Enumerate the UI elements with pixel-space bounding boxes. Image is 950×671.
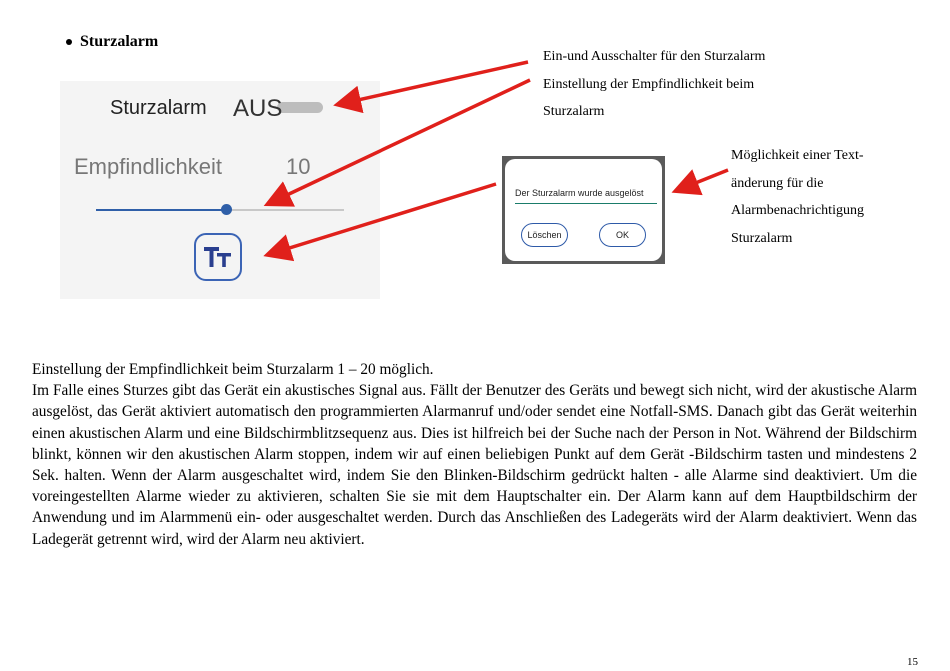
fall-alarm-toggle-label: Sturzalarm bbox=[110, 97, 207, 119]
delete-button[interactable]: Löschen bbox=[521, 223, 568, 247]
sensitivity-label: Empfindlichkeit bbox=[74, 154, 222, 179]
body-paragraph: Im Falle eines Sturzes gibt das Gerät ein akustisches Signal aus. Fällt der Benutzer des Geräts und bewegt sich nicht, wird der akustische Alarm ausgelöst, das Gerät aktiviert automatisch den programmierten Alarmanruf und/oder sendet eine Notfall-SMS. Danach gibt das Gerät weiterhin einen akustischen Alarm und eine Bildschirmblitzsequenz aus. Dies ist hilfreich bei der Suche nach der Person in Not. Während der Bildschirm blinkt, können wir den akustischen Alarm stoppen, indem wir auf einen beliebigen Punkt auf dem Gerät -Bildschirm tasten und mindestens 2 Sek. halten. Wenn der Alarm ausgeschaltet wird, indem Sie den Blinken-Bildschirm gedrückt halten - alle Alarme sind deaktiviert. Um die voreingestellten Alarme wieder zu aktivieren, schalten Sie sie mit dem Hauptschalter ein. Der Alarm kann auf dem Hauptbildschirm der Anwendung und im Alarmmenü ein- oder ausgeschaltet werden. Durch das Anschließen des Ladegeräts wird der Alarm deaktiviert. Wenn das Ladegerät getrennt wird, wird der Alarm neu aktiviert. bbox=[32, 382, 917, 548]
annotation-text-line1: Möglichkeit einer Text- bbox=[731, 148, 864, 163]
annotation-text-line2: änderung für die bbox=[731, 175, 824, 191]
arrow-to-text-button bbox=[270, 184, 496, 254]
annotation-sensitivity-line1: Einstellung der Empfindlichkeit beim bbox=[543, 76, 755, 92]
body-text bbox=[32, 359, 917, 550]
arrow-to-toggle bbox=[340, 62, 528, 104]
ok-button[interactable]: OK bbox=[599, 223, 646, 247]
fall-alarm-toggle-state: AUS bbox=[233, 95, 283, 122]
section-heading-text: Sturzalarm bbox=[80, 33, 159, 50]
sensitivity-value: 10 bbox=[286, 154, 311, 179]
annotation-toggle-text: Ein-und Ausschalter für den Sturzalarm bbox=[543, 49, 766, 64]
annotation-text-line4: Sturzalarm bbox=[731, 230, 793, 246]
body-intro-line: Einstellung der Empfindlichkeit beim Sturzalarm 1 – 20 möglich. bbox=[32, 361, 434, 378]
page-number: 15 bbox=[907, 656, 918, 668]
alarm-dialog-message: Der Sturzalarm wurde ausgelöst bbox=[515, 188, 644, 198]
annotation-sensitivity-line2: Sturzalarm bbox=[543, 104, 605, 119]
arrow-to-dialog bbox=[678, 170, 728, 190]
annotation-text-line3: Alarmbenachrichtigung bbox=[731, 203, 864, 218]
